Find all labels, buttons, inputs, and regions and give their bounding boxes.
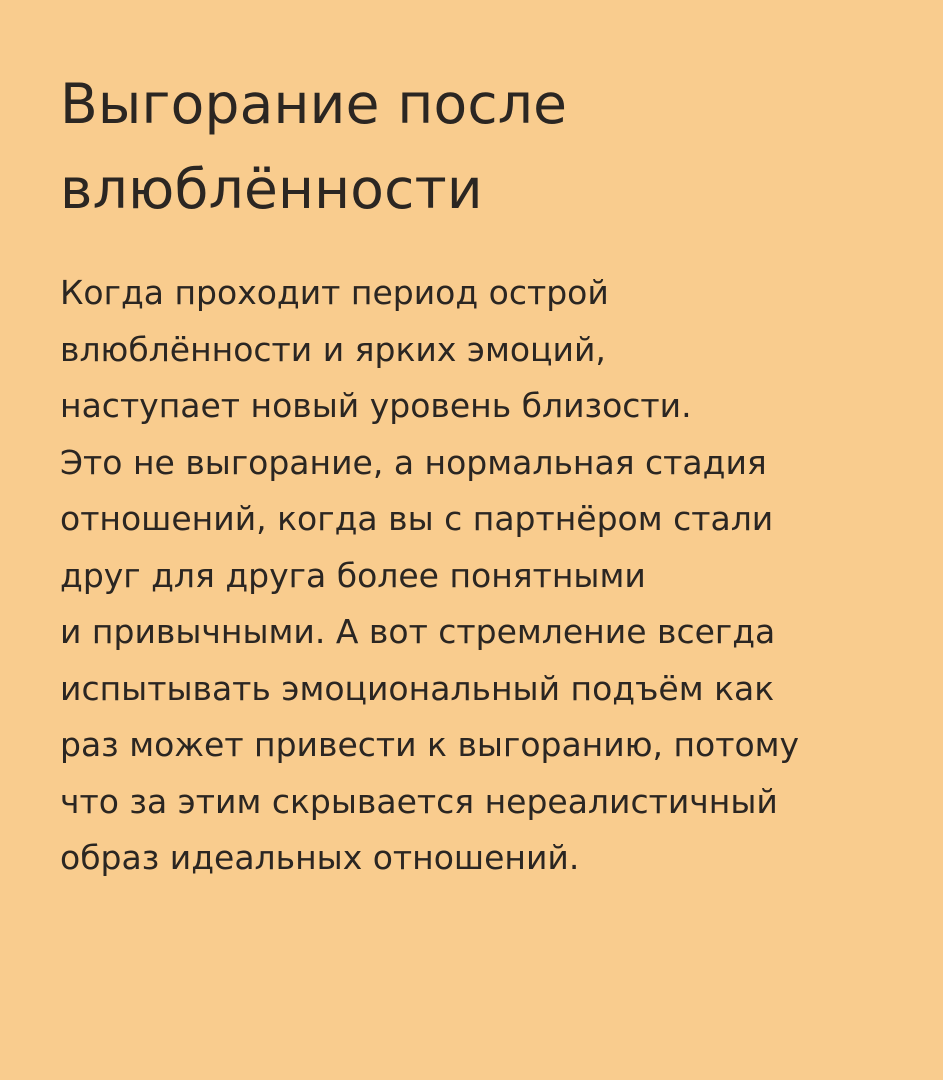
body-line: влюблённости и ярких эмоций, — [60, 329, 606, 369]
body-line: что за этим скрывается нереалистичный — [60, 781, 778, 821]
title-line: Выгорание после — [60, 72, 568, 136]
body-line: наступает новый уровень близости. — [60, 386, 692, 425]
body-line: и привычными. А вот стремление всегда — [60, 612, 776, 651]
body-line: раз может привести к выгоранию, потому — [60, 725, 800, 764]
title-line: влюблённости — [60, 157, 483, 221]
body-line: друг для друга более понятными — [60, 555, 646, 595]
body-line: Когда проходит период острой — [60, 273, 609, 312]
body-line: Это не выгорание, а нормальная стадия — [60, 442, 767, 482]
body-line: испытывать эмоциональный подъём как — [60, 668, 775, 708]
body-line: отношений, когда вы с партнёром стали — [60, 499, 774, 538]
body-line: образ идеальных отношений. — [60, 838, 580, 877]
page-title — [60, 62, 903, 232]
body-paragraph — [60, 265, 903, 887]
